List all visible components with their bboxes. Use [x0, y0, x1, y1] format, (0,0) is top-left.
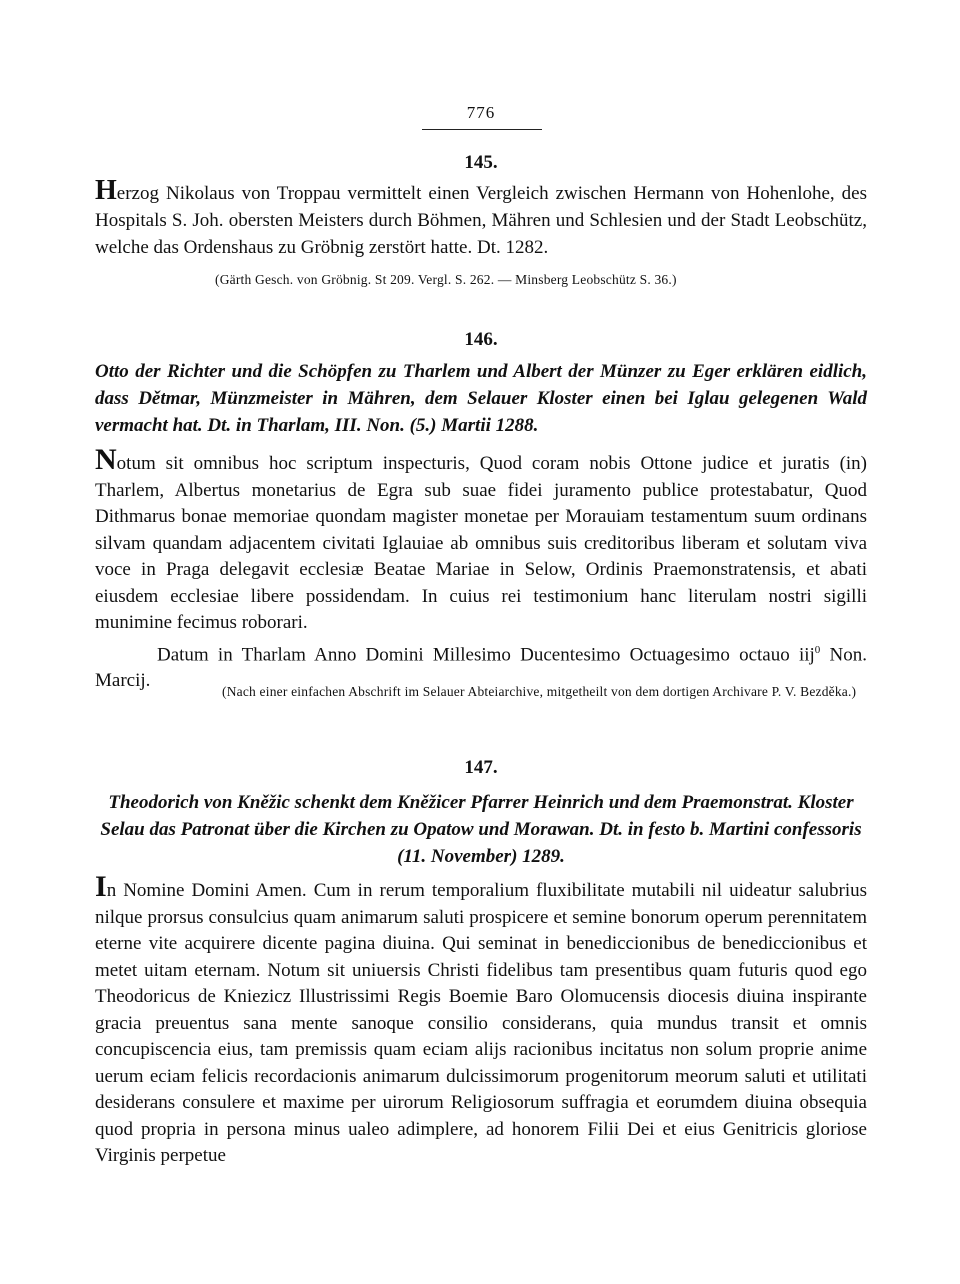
- document-summary-145: [95, 175, 867, 261]
- source-note-145: (Gärth Gesch. von Gröbnig. St 209. Vergl. S. 262. — Minsberg Leobschütz S. 36.): [215, 272, 677, 287]
- superscript-o: 0: [814, 643, 821, 656]
- document-page: [95, 0, 867, 1284]
- drop-cap-145: H: [95, 175, 117, 206]
- header-rule: [422, 129, 542, 130]
- document-number-147: 147.: [464, 757, 498, 778]
- document-text-147: [95, 870, 867, 1170]
- charter-text-146: otum sit omnibus hoc scriptum inspecturis, Quod coram nobis Ottone judice et juratis (in) Tharlem, Albertus monetarius de Egra sub suae fidei juramento publice protestabatur, Quod Dithmarus bonae memoriae quondam magister monetae per Morauiam testamentum suum ordinans silvam quandam adjacentem civitati Iglauiae ab omnibus suis creditoribus liberam et solutam viva voce in Praga delegavit ecclesiæ Beatae Mariae in Selow, Ordinis Praemonstratensis, et abati eiusdem ecclesiae libere possidendam. In cuius rei testimonium hanc literulam nostri sigilli munimine fecimus roborari.: [95, 453, 867, 633]
- page-number: 776: [466, 103, 496, 122]
- document-summary-146: Otto der Richter und die Schöpfen zu Tharlem und Albert der Münzer zu Eger erklären eidlich, dass Dětmar, Münzmeister in Mähren, dem Selauer Kloster einen bei Iglau gelegenen Wald vermacht hat. Dt. in Tharlam, III. Non. (5.) Martii 1288.: [95, 361, 867, 436]
- source-note-146: (Nach einer einfachen Abschrift im Selauer Abteiarchive, mitgetheilt von dem dortigen Archivare P. V. Bezděka.): [222, 684, 857, 699]
- document-number-145: 145.: [464, 152, 498, 173]
- drop-cap-146: N: [95, 443, 117, 476]
- summary-text-145: erzog Nikolaus von Troppau vermittelt einen Vergleich zwischen Hermann von Hohenlohe, des Hospitals S. Joh. obersten Meisters durch Böhmen, Mähren und Schlesien und der Stadt Leobschütz, welche das Ordenshaus zu Gröbnig zerstört hatte. Dt. 1282.: [95, 183, 867, 258]
- document-text-146: [95, 443, 867, 695]
- charter-text-147: n Nomine Domini Amen. Cum in rerum temporalium fluxibilitate mutabili nil uideatur salubrius nilque prorsus consulcius quam animarum saluti prospicere et semine bonorum operum perennitatem eterne vite acquirere dicente pagina diuina. Qui seminat in benediccionibus de benediccionibus et metet uitam eternam. Notum sit uniuersis Christi fidelibus tam presentibus quam futuris quod ego Theodoricus de Kniezicz Illustrissimi Regis Boemie Baro Olomucensis diocesis diuina inspirante gracia preuentus sana mente sanoque consilio considerans, quia mundus transit et omnis concupiscencia eius, tam premissis quam eciam alijs racionibus incitatus non solum proprie anime uerum eciam felicis recordacionis animarum dulcissimorum progenitorum meorum saluti et utilitati desiderans consulere et maxime per uirorum Religiosorum suffragia et eorumdem diuina obsequia quod propria in persona minus ualeo adimplere, ad honorem Filii Dei et eius Genitricis gloriose Virginis perpetue: [95, 880, 867, 1166]
- drop-cap-147: I: [95, 870, 107, 903]
- document-number-146: 146.: [464, 329, 498, 350]
- document-summary-147: Theodorich von Kněžic schenkt dem Kněžicer Pfarrer Heinrich und dem Praemonstrat. Kloster Selau das Patronat über die Kirchen zu Opatow und Morawan. Dt. in festo b. Martini confessoris (11. November) 1289.: [100, 792, 862, 867]
- dating-clause-146: Datum in Tharlam Anno Domini Millesimo Ducentesimo Octuagesimo octauo iij$^0$ Non. Marcij.: [95, 643, 867, 692]
